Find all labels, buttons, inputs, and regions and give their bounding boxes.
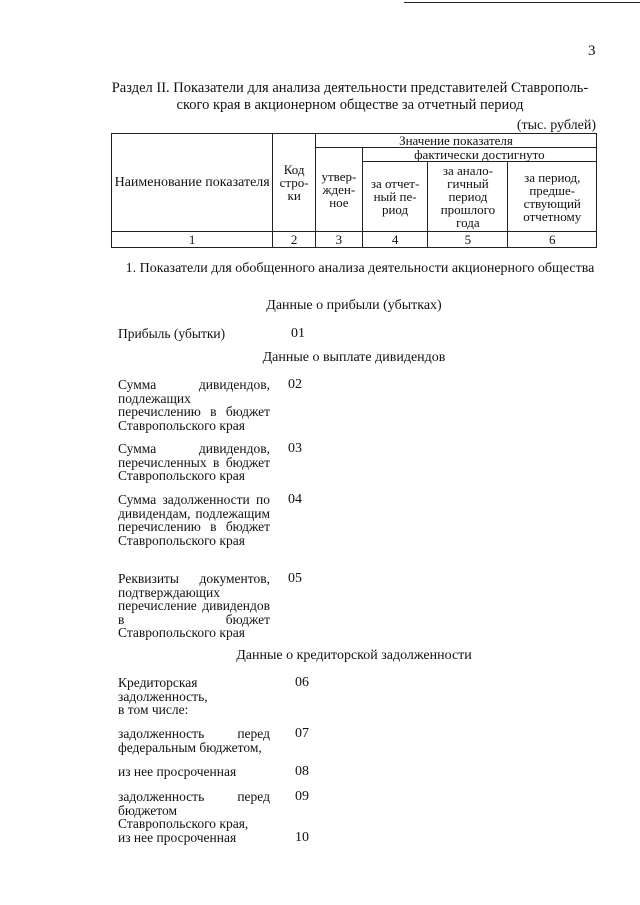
row-label: задолженность перед федеральным бюджетом, — [118, 726, 270, 755]
indicator-table-header — [111, 133, 597, 248]
col-number-4: 4 — [362, 232, 428, 248]
col-header-prev-year: за анало- гичный период прошлого года — [428, 162, 508, 232]
subhead-profit: Данные о прибыли (убытках) — [266, 298, 442, 313]
row-code: 10 — [295, 830, 309, 845]
row-label: Прибыль (убытки) — [118, 326, 226, 341]
row-label: Кредиторская задолженность, — [118, 675, 208, 704]
col-header-actual-group: фактически достигнуто — [362, 148, 596, 162]
col-number-5: 5 — [428, 232, 508, 248]
section-title-line-1: Раздел II. Показатели для анализа деятельности представителей Ставрополь- — [111, 80, 589, 96]
col-header-name: Наименование показателя — [112, 134, 273, 232]
row-label: Сумма дивидендов, подлежащих перечислению в бюджет Ставропольского края — [118, 377, 270, 433]
row-label: Сумма дивидендов, перечисленных в бюджет Ставропольского края — [118, 441, 270, 483]
row-code: 05 — [288, 571, 302, 586]
col-header-prev-period: за период, предше- ствующий отчетному — [508, 162, 597, 232]
section-title-line-2: ского края в акционерном обществе за отчетный период — [176, 97, 524, 113]
row-label: задолженность перед бюджетом Ставропольского края, — [118, 789, 270, 831]
row-label: Реквизиты документов, подтверждающих перечисление дивидендов в бюджет Ставропольского края — [118, 571, 270, 640]
row-label: из нее просроченная — [118, 764, 237, 779]
col-number-3: 3 — [315, 232, 362, 248]
col-header-code: Код стро- ки — [273, 134, 316, 232]
row-code: 03 — [288, 441, 302, 456]
col-number-1: 1 — [112, 232, 273, 248]
row-code: 09 — [295, 789, 309, 804]
col-header-value-group: Значение показателя — [315, 134, 596, 148]
section-title — [100, 80, 600, 114]
header-rule — [404, 2, 640, 3]
row-code: 02 — [288, 377, 302, 392]
row-code: 08 — [295, 764, 309, 779]
page-number: 3 — [588, 43, 596, 59]
col-header-approved: утвер- жден- ное — [315, 148, 362, 232]
col-header-current-period: за отчет- ный пе- риод — [362, 162, 428, 232]
col-number-6: 6 — [508, 232, 597, 248]
row-code: 01 — [291, 326, 305, 341]
row-label: Сумма задолженности по дивидендам, подлежащим перечислению в бюджет Ставропольского края — [118, 492, 270, 548]
row-label: из нее просроченная — [118, 830, 237, 845]
subhead-dividends: Данные о выплате дивидендов — [262, 350, 446, 365]
row-code: 04 — [288, 492, 302, 507]
row-code: 06 — [295, 675, 309, 690]
subsection-1-title: 1. Показатели для обобщенного анализа деятельности акционерного общества — [125, 261, 595, 276]
col-number-2: 2 — [273, 232, 316, 248]
subhead-payables: Данные о кредиторской задолженности — [236, 648, 472, 663]
row-label: в том числе: — [118, 702, 189, 717]
units-note: (тыс. рублей) — [516, 118, 596, 133]
row-code: 07 — [295, 726, 309, 741]
